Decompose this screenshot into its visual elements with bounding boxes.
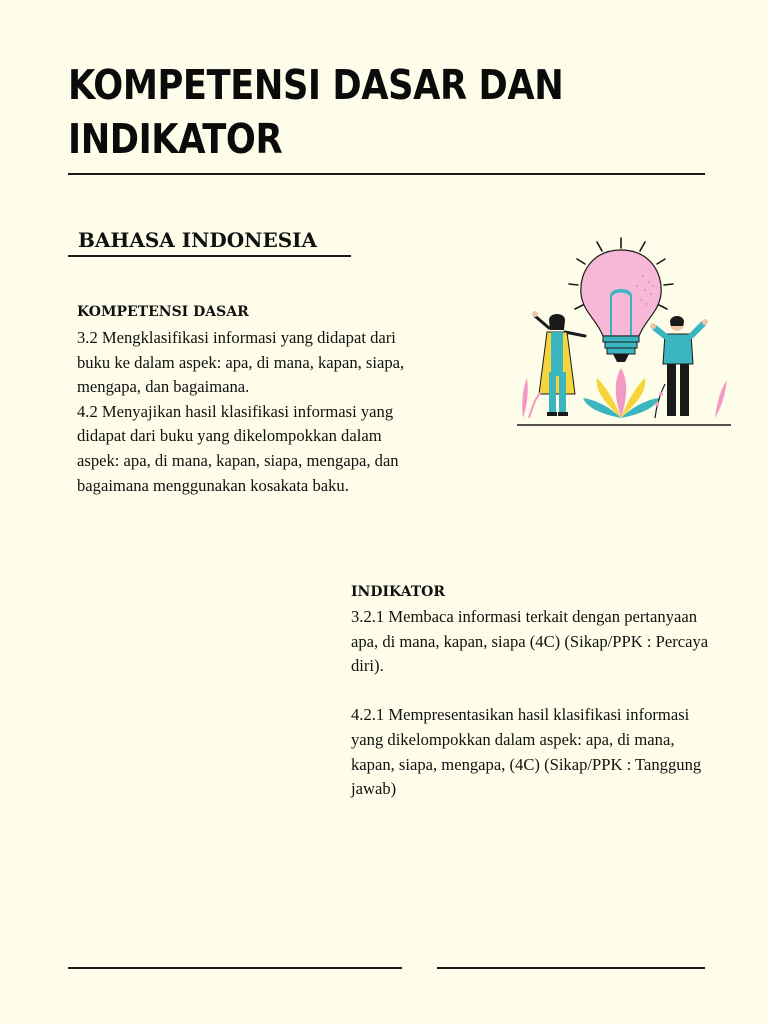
title-divider [68,173,705,175]
kd-item: 4.2 Menyajikan hasil klasifikasi informasi yang didapat dari buku yang dikelompokkan dalam aspek: apa, di mana, kapan, siapa, mengapa, dan bagaimana menggunakan kosakata baku. [77,401,399,495]
lightbulb-icon [581,250,661,336]
page-title: KOMPETENSI DASAR DAN INDIKATOR [68,61,564,163]
indikator-item: 3.2.1 Membaca informasi terkait dengan pertanyaan apa, di mana, kapan, siapa (4C) (Sikap/PPK : Percaya diri). [351,607,709,676]
kd-item: 3.2 Mengklasifikasi informasi yang didapat dari buku ke dalam aspek: apa, di mana, kapan, siapa, mengapa, dan bagaimana. [77,328,405,397]
lightbulb-idea-illustration [515,232,735,432]
kompetensi-dasar-heading: KOMPETENSI DASAR [77,304,249,320]
indikator-item: 4.2.1 Mempresentasikan hasil klasifikasi informasi yang dikelompokkan dalam aspek: apa, di mana, kapan, siapa, mengapa, (4C) (Sikap/PPK : Tanggung jawab) [351,705,702,799]
woman-figure-icon [532,311,585,416]
subject-heading: BAHASA INDONESIA [78,228,318,252]
subject-underline [68,255,351,257]
indikator-body [351,605,711,802]
paragraph-gap [351,679,711,704]
footer-rule-right [437,967,705,969]
indikator-heading: INDIKATOR [351,584,445,600]
kompetensi-dasar-body [77,326,427,498]
footer-rule-left [68,967,402,969]
